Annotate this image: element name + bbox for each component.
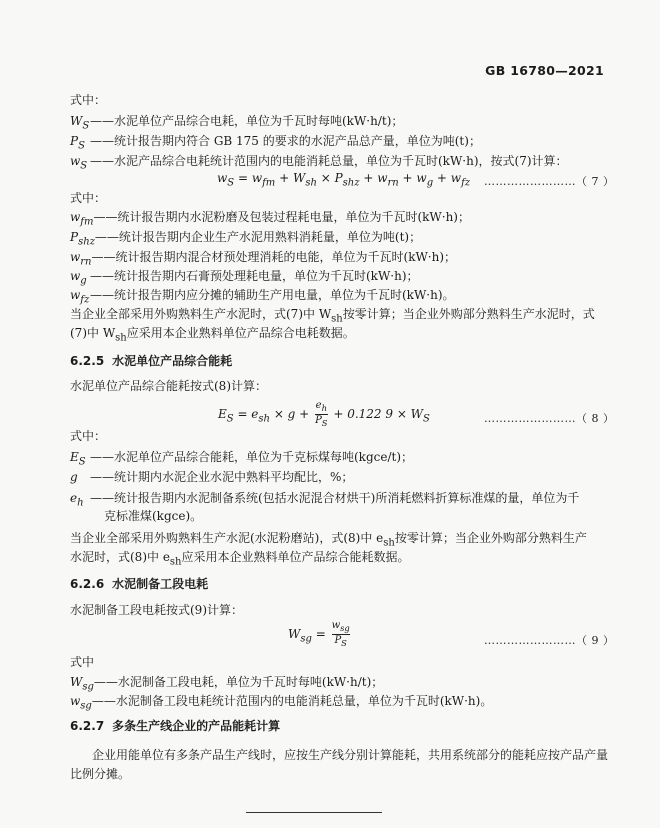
def-text: ——水泥单位产品综合电耗，单位为千瓦时每吨(kW·h/t)； bbox=[90, 114, 404, 128]
formula-7: $w_S = w_{fm} + W_{sh} \times P_{shz} + w_{rn} + w_g + w_{fz}$ bbox=[217, 171, 471, 189]
def-text: ——水泥单位产品综合能耗，单位为千克标煤每吨(kgce/t)； bbox=[90, 450, 414, 464]
def-text: ——水泥制备工段电耗统计范围内的电能消耗总量，单位为千瓦时(kW·h)。 bbox=[91, 694, 493, 708]
note-paragraph-line: 当企业全部采用外购熟料生产水泥(水泥粉磨站)，式(8)中 $e_{sh}$按零计算；当企业外购部分熟料生产 bbox=[70, 531, 587, 549]
def-text: ——水泥制备工段电耗，单位为千瓦时每吨(kW·h/t)； bbox=[93, 675, 384, 689]
note-paragraph-line: 当企业全部采用外购熟料生产水泥时，式(7)中 $W_{sh}$按零计算；当企业外购部分熟料生产水泥时，式 bbox=[70, 307, 595, 325]
body-paragraph-line: 企业用能单位有多条产品生产线时，应按生产线分别计算能耗，共用系统部分的能耗应按产品产量 bbox=[92, 748, 609, 762]
shizhong-label: 式中： bbox=[70, 93, 107, 107]
intro-text: 水泥制备工段电耗按式(9)计算： bbox=[70, 603, 243, 617]
def-symbol: $w_{fz}$ bbox=[70, 288, 90, 306]
standard-code: GB 16780—2021 bbox=[485, 63, 604, 78]
def-line-g bbox=[70, 469, 353, 490]
equation-number-8: ……………………（ 8 ） bbox=[484, 412, 615, 425]
def-line-pshz bbox=[70, 229, 421, 250]
formula-9: $W_{sg}$ = $\frac{w_{sg}}{P_S}$ bbox=[288, 620, 350, 648]
def-line-ws bbox=[70, 113, 403, 134]
def-text: ——统计报告期内符合 GB 175 的要求的水泥产品总产量，单位为吨(t)； bbox=[90, 134, 481, 148]
def-symbol: $W_{sg}$ bbox=[70, 675, 94, 693]
footer-rule bbox=[246, 812, 382, 813]
def-text: ——统计报告期内石膏预处理耗电量，单位为千瓦时(kW·h)； bbox=[90, 269, 419, 283]
intro-text: 水泥单位产品综合能耗按式(8)计算： bbox=[70, 379, 267, 393]
def-line-es bbox=[70, 449, 413, 470]
section-heading-6-2-5: 6.2.5 水泥单位产品综合能耗 bbox=[70, 354, 233, 368]
def-text: ——水泥产品综合电耗统计范围内的电能消耗总量，单位为千瓦时(kW·h)，按式(7)计算： bbox=[90, 154, 568, 168]
def-text: ——统计报告期内企业生产水泥用熟料消耗量，单位为吨(t)； bbox=[94, 230, 422, 244]
section-heading-6-2-6: 6.2.6 水泥制备工段电耗 bbox=[70, 577, 209, 591]
equation-number-9: ……………………（ 9 ） bbox=[484, 634, 615, 647]
shizhong-label: 式中 bbox=[70, 655, 95, 669]
def-symbol: $w_{sg}$ bbox=[70, 694, 92, 712]
def-symbol: $W_S$ bbox=[70, 114, 90, 132]
def-symbol: $w_{rn}$ bbox=[70, 250, 92, 268]
def-text: ——统计报告期内水泥粉磨及包装过程耗电量，单位为千瓦时(kW·h)； bbox=[93, 210, 470, 224]
shizhong-label: 式中： bbox=[70, 191, 107, 205]
def-symbol: $w_S$ bbox=[70, 154, 88, 172]
def-text: ——统计报告期内应分摊的辅助生产用电量，单位为千瓦时(kW·h)。 bbox=[90, 288, 455, 302]
def-text: ——统计报告期内混合材预处理消耗的电能，单位为千瓦时(kW·h)； bbox=[91, 250, 457, 264]
def-continuation: 克标准煤(kgce)。 bbox=[104, 509, 203, 523]
def-symbol: $w_g$ bbox=[70, 269, 87, 287]
def-symbol: $e_h$ bbox=[70, 491, 84, 509]
formula-8: $E_S = e_{sh} \times g$ + $\frac{e_h}{P_S}$ + 0.122 $9 \times W_S$ bbox=[218, 400, 430, 428]
fraction: $\frac{e_h}{P_S}$ bbox=[315, 400, 328, 428]
section-heading-6-2-7: 6.2.7 多条生产线企业的产品能耗计算 bbox=[70, 719, 281, 733]
equation-number-7: ……………………（ 7 ） bbox=[484, 175, 615, 188]
def-line-wfm bbox=[70, 209, 470, 230]
def-line-ps bbox=[70, 133, 481, 154]
def-line-wsg-small bbox=[70, 693, 492, 714]
body-paragraph-line: 比例分摊。 bbox=[70, 767, 131, 781]
def-text: ——统计报告期内水泥制备系统(包括水泥混合材烘干)所消耗燃料折算标准煤的量，单位为千 bbox=[90, 491, 580, 505]
def-text: ——统计期内水泥企业水泥中熟料平均配比，%； bbox=[90, 470, 354, 484]
shizhong-label: 式中： bbox=[70, 429, 107, 443]
note-paragraph-line: 水泥时，式(8)中 $e_{sh}$应采用本企业熟料单位产品综合能耗数据。 bbox=[70, 550, 410, 568]
def-symbol: $P_S$ bbox=[70, 134, 85, 152]
def-symbol: $P_{shz}$ bbox=[70, 230, 95, 248]
def-symbol: $w_{fm}$ bbox=[70, 210, 94, 228]
def-symbol: g bbox=[70, 470, 78, 484]
def-symbol: $E_S$ bbox=[70, 450, 86, 468]
note-paragraph-line: (7)中 $W_{sh}$应采用本企业熟料单位产品综合电耗数据。 bbox=[70, 326, 355, 344]
fraction: $\frac{w_{sg}}{P_S}$ bbox=[331, 620, 350, 648]
